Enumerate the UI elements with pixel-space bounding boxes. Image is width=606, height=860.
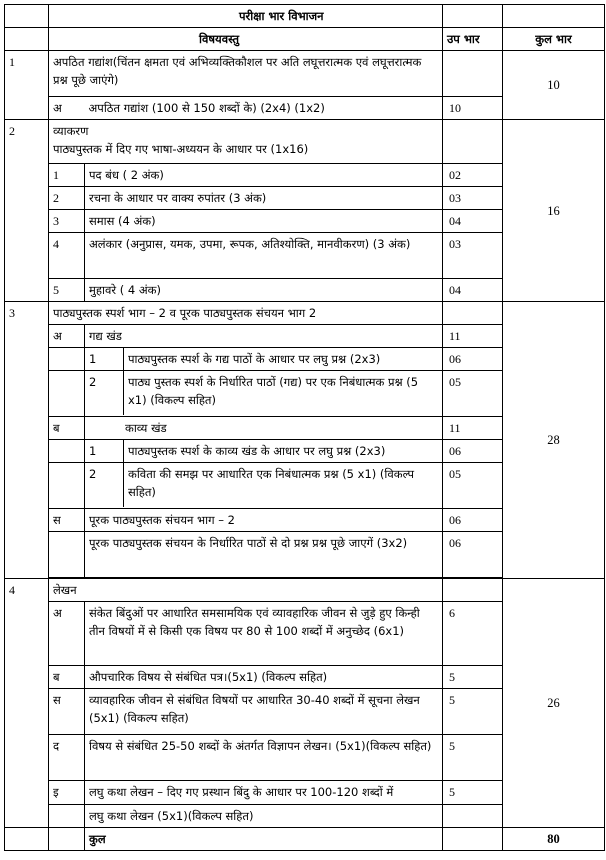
item-text: अपठित गद्यांश (100 से 150 शब्दों के) (2x4) (1x2) <box>85 97 443 120</box>
table-title: परीक्षा भार विभाजन <box>49 5 443 28</box>
section-total: 26 <box>503 579 605 828</box>
item-text: औपचारिक विषय से संबंधित पत्र।(5x1) (विकल्प सहित) <box>85 666 443 689</box>
item-marks: 5 <box>443 735 503 781</box>
part-text: काव्य खंड <box>85 417 443 440</box>
item-text: संकेत बिंदुओं पर आधारित समसामयिक एवं व्यावहारिक जीवन से जुड़े हुए किन्ही तीन विषयों में से किसी एक विषय पर 80 से 100 शब्दों में अनुच्छेद (6x1) <box>85 602 443 666</box>
section-total: 10 <box>503 51 605 120</box>
item-text: समास (4 अंक) <box>85 210 443 233</box>
grand-total: 80 <box>503 828 605 851</box>
part-detail: पूरक पाठ्यपुस्तक संचयन के निर्धारित पाठों से दो प्रश्न प्रश्न पूछे जाएगें (3x2) <box>85 532 443 578</box>
sub-item <box>85 463 443 509</box>
sub-item-text: पाठ्यपुस्तक स्पर्श के काव्य खंड के आधार पर लघु प्रश्न (2x3) <box>128 444 386 458</box>
sub-item <box>85 440 443 463</box>
header-row <box>5 28 605 51</box>
item-marks: 5 <box>443 781 503 805</box>
item-label: अ <box>49 97 85 120</box>
section-title: लेखन <box>49 579 443 602</box>
item-text: व्यावहारिक जीवन से संबंधित विषयों पर आधारित 30-40 शब्दों में सूचना लेखन (5x1) (विकल्प सहित) <box>85 689 443 735</box>
item-marks: 02 <box>443 164 503 187</box>
part-text: पूरक पाठ्यपुस्तक संचयन भाग – 2 <box>85 509 443 532</box>
item-label: इ <box>49 781 85 805</box>
part-marks: 11 <box>443 417 503 440</box>
item-continuation: लघु कथा लेखन (5x1)(विकल्प सहित) <box>85 805 443 828</box>
part-label: ब <box>49 417 85 440</box>
sub-item-text: पाठ्य पुस्तक स्पर्श के निर्धारित पाठों (गद्य) पर एक निबंधात्मक प्रश्न (5 x1) (विकल्प सहित) <box>128 375 419 407</box>
item-marks: 04 <box>443 279 503 302</box>
sub-item-marks: 06 <box>443 440 503 463</box>
sub-item-text: कविता की समझ पर आधारित एक निबंधात्मक प्रश्न (5 x1) (विकल्प सहित) <box>128 467 415 499</box>
item-marks: 03 <box>443 233 503 279</box>
sub-item-marks: 05 <box>443 371 503 417</box>
item-label: ब <box>49 666 85 689</box>
item-marks: 6 <box>443 602 503 666</box>
weightage-table <box>4 4 605 851</box>
item-text: विषय से संबंधित 25-50 शब्दों के अंतर्गत विज्ञापन लेखन। (5x1)(विकल्प सहित) <box>85 735 443 781</box>
item-label: 5 <box>49 279 85 302</box>
section-title <box>49 120 443 164</box>
item-text: लघु कथा लेखन – दिए गए प्रस्थान बिंदु के आधार पर 100-120 शब्दों में <box>85 781 443 805</box>
sub-item-label: 2 <box>85 371 124 415</box>
item-label: 3 <box>49 210 85 233</box>
section-title: अपठित गद्यांश(चिंतन क्षमता एवं अभिव्यक्तिकौशल पर अति लघूत्तरात्मक एवं लघूत्तरात्मक प्रश्न पूछे जाएंगे) <box>49 51 443 97</box>
sub-item-label: 1 <box>85 440 124 462</box>
section-title: पाठ्यपुस्तक स्पर्श भाग – 2 व पूरक पाठ्यपुस्तक संचयन भाग 2 <box>49 302 443 325</box>
part-detail-marks: 06 <box>443 532 503 578</box>
header-total-weight: कुल भार <box>503 28 605 51</box>
item-label: 4 <box>49 233 85 279</box>
sub-item-label: 1 <box>85 348 124 370</box>
sub-item <box>85 371 443 417</box>
table-row <box>5 51 605 97</box>
section-total: 16 <box>503 120 605 302</box>
table-row <box>5 302 605 325</box>
item-label: स <box>49 689 85 735</box>
item-marks: 5 <box>443 666 503 689</box>
item-marks: 10 <box>443 97 503 120</box>
item-label: 1 <box>49 164 85 187</box>
sub-item-label: 2 <box>85 463 124 507</box>
section-number: 2 <box>5 120 49 302</box>
section-title-line: पाठ्यपुस्तक में दिए गए भाषा-अध्ययन के आधार पर (1x16) <box>53 142 309 156</box>
section-total: 28 <box>503 302 605 579</box>
total-row <box>5 828 605 851</box>
item-marks: 03 <box>443 187 503 210</box>
header-subject: विषयवस्तु <box>49 28 443 51</box>
part-marks: 11 <box>443 325 503 348</box>
item-marks: 5 <box>443 689 503 735</box>
item-label: अ <box>49 602 85 666</box>
section-number: 3 <box>5 302 49 579</box>
item-text: पद बंध ( 2 अंक) <box>85 164 443 187</box>
item-text: अलंकार (अनुप्रास, यमक, उपमा, रूपक, अतिश्योक्ति, मानवीकरण) (3 अंक) <box>85 233 443 279</box>
item-label: 2 <box>49 187 85 210</box>
table-row <box>5 120 605 164</box>
section-number: 4 <box>5 579 49 828</box>
item-text: रचना के आधार पर वाक्य रुपांतर (3 अंक) <box>85 187 443 210</box>
title-row <box>5 5 605 28</box>
part-label: स <box>49 509 85 532</box>
sub-item <box>85 348 443 371</box>
part-label: अ <box>49 325 85 348</box>
item-marks: 04 <box>443 210 503 233</box>
sub-item-marks: 06 <box>443 348 503 371</box>
header-sub-weight: उप भार <box>443 28 503 51</box>
part-text: गद्य खंड <box>85 325 443 348</box>
sub-item-text: पाठ्यपुस्तक स्पर्श के गद्य पाठों के आधार पर लघु प्रश्न (2x3) <box>128 352 381 366</box>
item-text: मुहावरे ( 4 अंक) <box>85 279 443 302</box>
table-row <box>5 579 605 602</box>
total-label: कुल <box>85 828 443 851</box>
item-label: द <box>49 735 85 781</box>
part-marks: 06 <box>443 509 503 532</box>
section-title-line: व्याकरण <box>53 124 89 138</box>
section-number: 1 <box>5 51 49 120</box>
sub-item-marks: 05 <box>443 463 503 509</box>
